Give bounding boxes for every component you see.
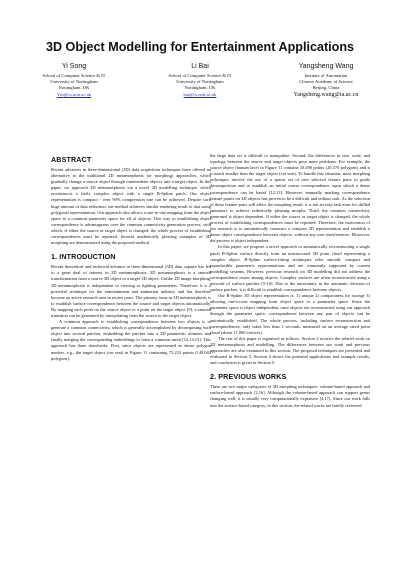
author-affiliation: School of Computer Science & IT: [42, 73, 106, 78]
author-affiliation: University of Nottingham: [176, 79, 224, 85]
left-column: [51, 155, 211, 362]
author-email-link[interactable]: bai@cs.nott.ac.uk: [183, 91, 217, 97]
previous-works-paragraph: There are two major categories of 3D morphing techniques: volume-based approach and surface-based approach [2,16]. Although the volume-based approach can support genus changing well, it is usually very computationally expensive [4,17]. Since our work falls into the surface-based category, in this section, the related works are briefly reviewed.: [210, 384, 370, 408]
author-affiliation: School of Computer Science & IT: [168, 73, 232, 78]
author-1: [10, 62, 138, 98]
right-column: [210, 153, 370, 409]
author-affiliation: Institute of Automation: [304, 73, 348, 78]
author-email-link[interactable]: Yzs@cs.nott.ac.uk: [56, 91, 92, 97]
author-affiliation: Beijing, China: [312, 85, 340, 91]
abstract-paragraph: Recent advances in three-dimensional (3D) data acquisition techniques have offered an alternative to the traditional 2D metamorphosis (or morphing) approaches, which gradually change a source object through intermediate objects into a target object. In this paper, we approach 3D metamorphosis via a novel 3D modelling technique, which reconstructs a fairly complex object with a single B-Spline patch. Our object representation is compact - over 90% compression rate can be achieved. Despite such huge amount of data reduction, our method achieves similar rendering result to that using polygonal representation. Our approach also allows a one-to-one mapping from the object space to a common parameter space for all of objects. This way to establishing object correspondence is advantageous over the common connectivity generation process, with which, if either the source or target object is changed, the whole process of establishing correspondences must be repeated. Several aesthetically pleasing examples of 3D morphing are demonstrated using the proposed method.: [51, 167, 211, 246]
author-affiliation: Nottingham, UK: [184, 85, 216, 91]
author-affiliation: University of Nottingham: [50, 79, 98, 85]
author-name: Yangsheng Wang: [298, 63, 354, 70]
author-2: [136, 62, 264, 98]
body-paragraph: In this paper, we propose a novel approach to automatically reconstructing a single patch B-Spline surface directly from an unstructured 3D point cloud representing a complex object. B-Spline surface-fitting techniques offer smooth, compact and reproducible parametric representations and are commonly supported by current modelling systems. However, previous research on 3D modelling did not address the correspondence issues among objects. Complex surfaces are often reconstructed using a network of surface patches [5-10]. Due to the uncertainty in the automatic division of surface patches, it is difficult to establish correspondence between objects.: [210, 244, 370, 293]
body-paragraph: The rest of this paper is organised as follows. Section 2 reviews the related work on 3D metamorphosis and modelling. The differences between our work and previous approaches are also examined in this section. The proposed techniques are presented and evaluated in Section 3. Section 4 shows the potential applications and example results, and conclusion is given in Section 5.: [210, 335, 370, 366]
section-heading-introduction: 1. INTRODUCTION: [51, 252, 116, 262]
author-name: Li Bai: [191, 63, 209, 70]
author-affiliation: Chinese Academy of Science: [299, 79, 353, 85]
body-paragraph: the large data set is difficult to manipulate. Second, the differences in size, scale, and topology between the source and target objects pose more problems. For example, the source object (human face) in Figure 11 contains 10,490 points (20,370 polygons) and it is much smaller than the target object (car seat). To handle this situation, most morphing techniques involve the use of a sparse set of user selected feature pairs to guide decomposition and to establish an initial coarse correspondence, upon which a dense correspondence can be based [12,13]. However, manually marking correspondence feature points on 3D objects has proven to be a difficult and tedious task. As the selection of these feature pairs will affect the morphing result, it is not an easy task even for skilled animators to achieve esthetically pleasing morphs. Third, the common connectivity generated is object dependent. If either the source or target object is changed, the whole process of establishing correspondences must be repeated. Therefore, the motivation of our research is to automatically construct a compact 3D representation and establish a dense object correspondence between objects, without any user interferences. Moreover, the process is object independent.: [210, 153, 370, 244]
intro-paragraph: Recent theoretical and technical advance in three-dimensional (3D) data capture has led to a great deal of interest in 3D metamorphosis. 3D metamorphosis is a smooth transformation from a source 3D object to a target 3D object. Unlike 2D image morphing, 3D metamorphosis is independent of viewing or lighting parameters. Therefore, it is a powerful technique for the entertainment and animation industry and has therefore become an active research area in recent years. The primary issue in 3D metamorphosis is to establish surface correspondence between the source and target objects automatically. By mapping each point on the source object to a point on the target object [9], a smooth transition can be generated by interpolating from the source to the target object.: [51, 264, 211, 318]
body-paragraph: Our B-Spline 3D object representation is: 1) unique 2) compactness for storage 3) allowing one-to-one mapping from object space to a parameter space. Since the parameter space is object independent, once objects are reconstructed using our approach through the parameter space, correspondence between any pair of objects can be automatically established. The whole process, including surface reconstruction and correspondences, only takes less than 1 seconds, measured on an average sized point cloud (about 11,000 vertices).: [210, 293, 370, 335]
author-affiliation: Nottingham, UK: [58, 85, 90, 91]
author-3: [262, 62, 390, 99]
author-name: Yi Song: [61, 63, 87, 70]
paper-title: 3D Object Modelling for Entertainment Applications: [45, 40, 355, 54]
section-heading-abstract: ABSTRACT: [51, 155, 92, 164]
author-block: [0, 62, 400, 122]
section-heading-previous-works: 2. PREVIOUS WORKS: [210, 372, 287, 382]
intro-paragraph: A common approach to establishing correspondence between two objects is to generate a common connectivity, which is generally accomplished by decomposing each object into several patches, embedding the patches into a 2D parametric domain, and finally merging the corresponding embeddings to form a common mesh [12,14,15]. This approach has three drawbacks. First, since objects are represented as dense polygon meshes, e.g., the target object (car seat) in Figure 11 containing 75,232 points (149,044 polygons),: [51, 319, 211, 361]
author-email: Yangsheng.wang@ia.ac.cn: [293, 91, 359, 98]
